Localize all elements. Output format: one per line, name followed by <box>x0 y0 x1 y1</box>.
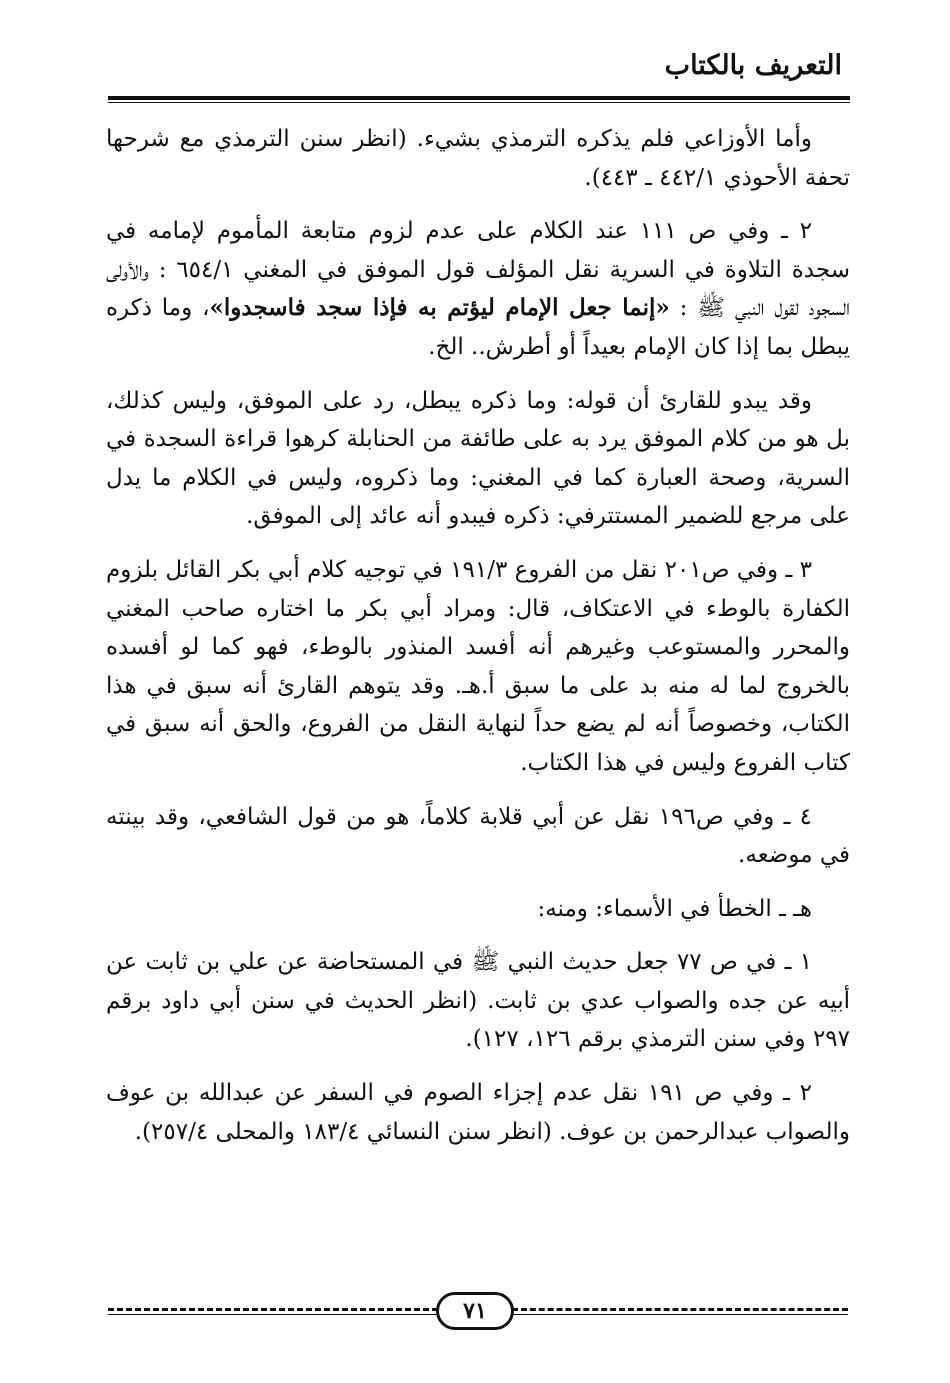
paragraph-2-after: ، وما ذكره يبطل بما إذا كان الإمام بعيداً أو أطرش.. الخ. <box>106 295 850 360</box>
body-text <box>106 120 850 1166</box>
paragraph-2-before: ٢ ـ وفي ص ١١١ عند الكلام على عدم لزوم متابعة المأموم لإمامه في سجدة التلاوة في السرية نقل المؤلف قول الموفق في المغني ٦٥٤/١ : والأولى السجود لقول النبي ﷺ : <box>106 218 850 322</box>
paragraph-3: وقد يبدو للقارئ أن قوله: وما ذكره يبطل، رد على الموفق، وليس كذلك، بل هو من كلام الموفق يرد به على طائفة من الحنابلة كرهوا قراءة السجدة في السرية، وصحة العبارة كما في المغني: وما ذكروه، وليس في الكلام ما يدل على مرجع للضمير المستترفي: ذكره فيبدو أنه عائد إلى الموفق. <box>106 387 850 530</box>
header-rule-thin <box>108 102 850 103</box>
section-subheading: هـ ـ الخطأ في الأسماء: ومنه: <box>537 895 812 922</box>
paragraph-8: ٢ ـ وفي ص ١٩١ نقل عدم إجزاء الصوم في السفر عن عبدالله بن عوف والصواب عبدالرحمن بن عوف. (انظر سنن النسائي ١٨٣/٤ والمحلى ٢٥٧/٤). <box>106 1080 850 1145</box>
paragraph-1: وأما الأوزاعي فلم يذكره الترمذي بشيء. (انظر سنن الترمذي مع شرحها تحفة الأحوذي ٤٤٢/١ ـ ٤٤٣). <box>106 126 850 191</box>
header-rule-thick <box>108 96 850 100</box>
page-number: ٧١ <box>436 1292 514 1330</box>
footer-rule-right <box>512 1308 848 1311</box>
paragraph-5: ٤ ـ وفي ص١٩٦ نقل عن أبي قلابة كلاماً، هو من قول الشافعي، وقد بينته في موضعه. <box>106 803 850 869</box>
paragraph-2 <box>106 212 850 366</box>
paragraph-4: ٣ ـ وفي ص٢٠١ نقل من الفروع ١٩١/٣ في توجيه كلام أبي بكر القائل بلزوم الكفارة بالوطء في الاعتكاف، قال: ومراد أبي بكر ما اختاره صاحب المغني والمحرر والمستوعب وغيرهم أنه أفسد المنذور بالوطء، فهو كما لو أفسده بالخروج لما له منه بد على ما سبق أ.هـ. وقد يتوهم القارئ أنه سبق في هذا الكتاب، وخصوصاً أنه لم يضع حداً لنهاية النقل من الفروع، والحق أنه سبق في كتاب الفروع وليس في هذا الكتاب. <box>106 556 850 776</box>
paragraph-7: ١ ـ في ص ٧٧ جعل حديث النبي ﷺ في المستحاضة عن علي بن ثابت عن أبيه عن جده والصواب عدي بن ثابت. (انظر الحديث في سنن أبي داود برقم ٢٩٧ وفي سنن الترمذي برقم ١٢٦، ١٢٧). <box>106 949 850 1053</box>
hadith-quote: «إنما جعل الإمام ليؤتم به فإذا سجد فاسجدوا» <box>209 294 670 322</box>
footer-rule-left <box>108 1308 438 1311</box>
footer-rule-right-thin <box>512 1314 848 1315</box>
running-header-title: التعريف بالكتاب <box>664 50 842 81</box>
footer-rule-left-thin <box>108 1314 438 1315</box>
